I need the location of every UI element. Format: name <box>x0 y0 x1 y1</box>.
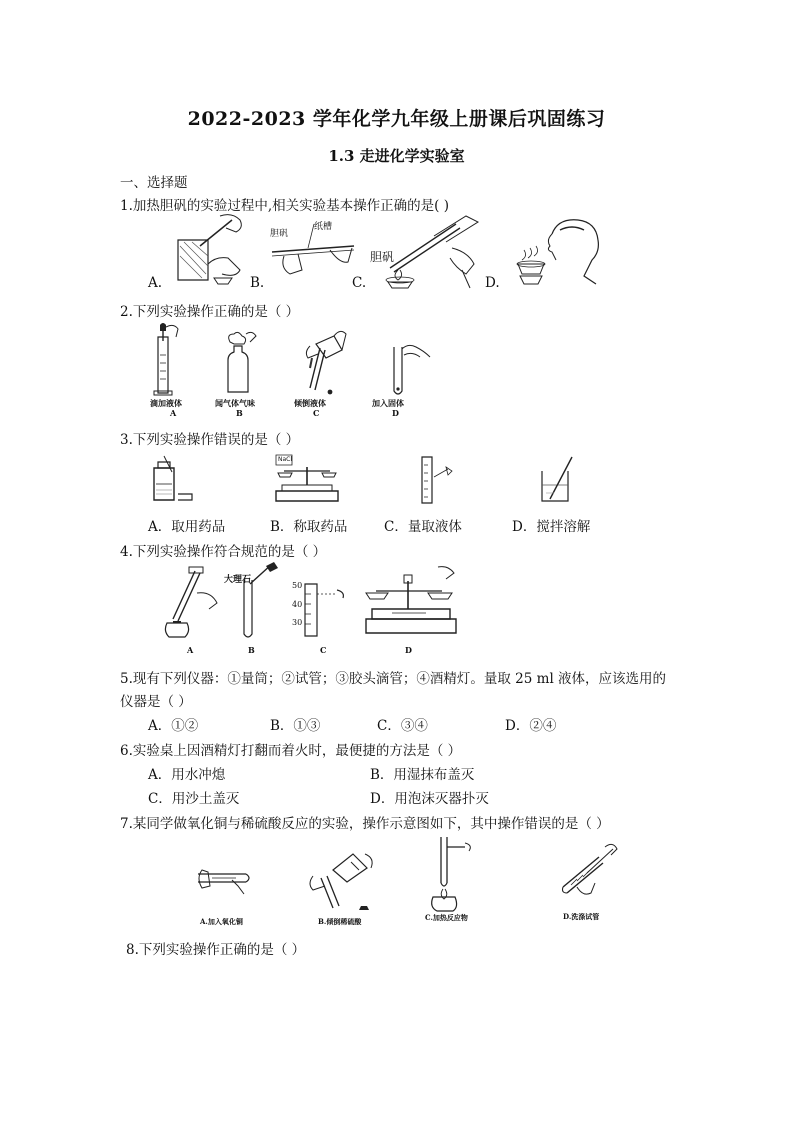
q2-caption-c: 倾倒液体 <box>294 398 326 408</box>
q2-figure-c <box>290 328 350 398</box>
q3-figure-c <box>412 455 462 505</box>
q5-option-b: B．①③ <box>270 718 321 734</box>
q2-figure-d <box>388 343 438 399</box>
q6-option-c: C．用沙土盖灭 <box>148 791 240 807</box>
document-subtitle: 1.3 走进化学实验室 <box>328 147 465 165</box>
q6-option-b: B．用湿抹布盖灭 <box>370 767 475 783</box>
question-7-stem: 7.某同学做氧化铜与稀硫酸反应的实验，操作示意图如下，其中操作错误的是（ ） <box>120 816 610 832</box>
q6-option-d: D．用泡沫灭器扑灭 <box>370 791 489 807</box>
section-heading: 一、选择题 <box>120 175 188 191</box>
q4-fig-label-dalishi: 大理石 <box>224 575 252 585</box>
q1-label-b: B. <box>250 275 265 291</box>
q1-fig-label-danfan-1: 胆矾 <box>270 229 289 239</box>
q2-figure-a <box>150 323 190 397</box>
q7-figure-a <box>192 860 254 900</box>
q4-letter-c: C <box>320 645 327 655</box>
q4-letter-d: D <box>405 645 412 655</box>
q5-option-c: C．③④ <box>377 718 428 734</box>
q3-option-d: D．搅拌溶解 <box>512 519 591 535</box>
q2-caption-b: 闻气体气味 <box>215 398 255 408</box>
q1-label-a: A. <box>148 275 163 291</box>
q4-scale-40: 40 <box>292 600 303 609</box>
document-title: 2022-2023 学年化学九年级上册课后巩固练习 <box>187 108 606 130</box>
q4-letter-a: A <box>187 645 194 655</box>
q6-option-a: A．用水冲熄 <box>148 767 226 783</box>
q2-letter-d: D <box>392 408 399 418</box>
q2-figure-b <box>220 330 262 396</box>
question-5-stem-line2: 仪器是（ ） <box>120 694 192 710</box>
q1-label-d: D. <box>485 275 500 291</box>
q7-caption-d: D.洗涤试管 <box>563 912 600 921</box>
q3-figure-d <box>538 455 578 505</box>
q3-option-a: A．取用药品 <box>148 519 226 535</box>
q3-option-b: B．称取药品 <box>270 519 348 535</box>
q7-figure-d <box>555 843 620 903</box>
q7-caption-b: B.倾倒稀硫酸 <box>318 917 362 926</box>
question-8-stem: 8.下列实验操作正确的是（ ） <box>126 942 306 958</box>
q4-scale-50: 50 <box>292 581 303 590</box>
q5-option-d: D．②④ <box>505 718 557 734</box>
q2-caption-a: 滴加液体 <box>150 398 182 408</box>
q7-figure-c <box>425 833 480 913</box>
q1-fig-label-danfan-2: 胆矾 <box>370 250 395 264</box>
q7-figure-b <box>305 848 380 914</box>
q1-figure-d <box>500 218 610 288</box>
q1-fig-label-zhicao: 纸槽 <box>314 222 333 232</box>
q3-fig-label-nacl: NaCl <box>278 456 293 463</box>
question-6-stem: 6.实验桌上因酒精灯打翻而着火时，最便捷的方法是（ ） <box>120 743 462 759</box>
q5-option-a: A．①② <box>148 718 199 734</box>
q3-option-c: C．量取液体 <box>384 519 462 535</box>
q2-caption-d: 加入固体 <box>372 398 404 408</box>
q3-figure-a <box>150 454 200 504</box>
q4-letter-b: B <box>248 645 255 655</box>
q2-letter-c: C <box>313 408 320 418</box>
question-2-stem: 2.下列实验操作正确的是（ ） <box>120 304 300 320</box>
q7-caption-a: A.加入氧化铜 <box>200 917 243 926</box>
question-1-stem: 1.加热胆矾的实验过程中,相关实验基本操作正确的是( ) <box>120 198 449 214</box>
q4-figure-a <box>155 565 225 643</box>
q2-letter-a: A <box>170 408 177 418</box>
question-3-stem: 3.下列实验操作错误的是（ ） <box>120 432 300 448</box>
question-5-stem-line1: 5.现有下列仪器：①量筒；②试管；③胶头滴管；④酒精灯。量取 25 ml 液体，应该选用的 <box>120 671 667 687</box>
q4-scale-30: 30 <box>292 618 303 627</box>
q1-label-c: C. <box>352 275 367 291</box>
q4-figure-c <box>295 582 355 640</box>
question-4-stem: 4.下列实验操作符合规范的是（ ） <box>120 544 327 560</box>
q7-caption-c: C.加热反应物 <box>425 913 468 922</box>
q2-letter-b: B <box>236 408 243 418</box>
q1-figure-a <box>170 212 250 287</box>
q4-figure-d <box>362 565 462 643</box>
